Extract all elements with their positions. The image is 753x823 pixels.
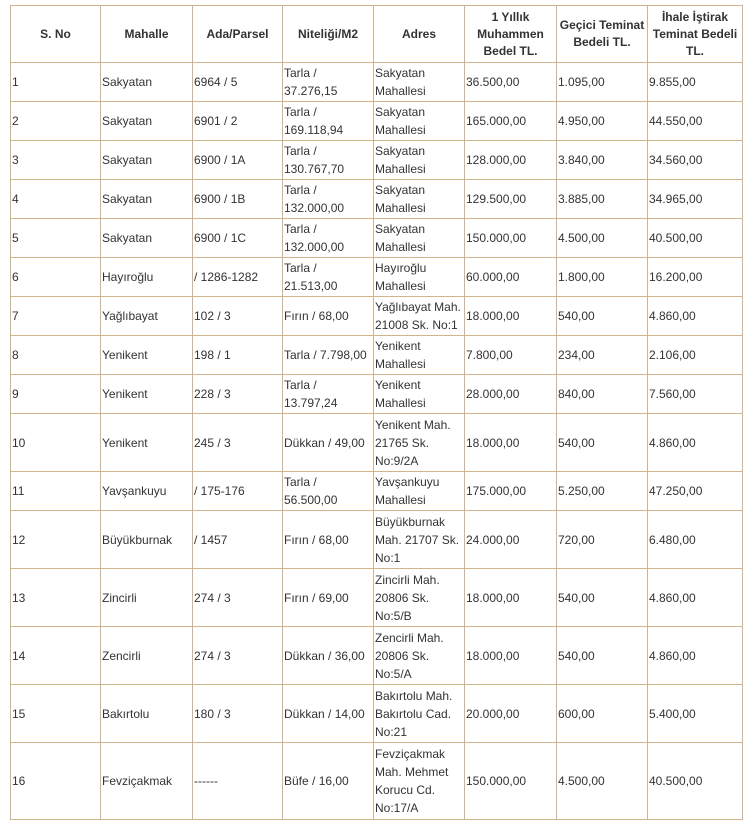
cell-muhammen-bedel: 18.000,00 (465, 569, 557, 627)
cell-istirak-teminat: 34.965,00 (648, 180, 743, 219)
table-row (11, 258, 743, 297)
cell-sno: 2 (11, 102, 101, 141)
cell-sno: 11 (11, 472, 101, 511)
cell-adres: Bakırtolu Mah. Bakırtolu Cad. No:21 (374, 685, 465, 743)
table-row (11, 375, 743, 414)
cell-ada-parsel: 6900 / 1C (193, 219, 283, 258)
cell-nitelik: Tarla / 7.798,00 (283, 336, 374, 375)
cell-istirak-teminat: 16.200,00 (648, 258, 743, 297)
header-ada-parsel: Ada/Parsel (193, 6, 283, 63)
cell-nitelik: Tarla / 169.118,94 (283, 102, 374, 141)
cell-mahalle: Yağlıbayat (101, 297, 193, 336)
cell-mahalle: Sakyatan (101, 102, 193, 141)
cell-mahalle: Zencirli (101, 627, 193, 685)
cell-gecici-teminat: 840,00 (557, 375, 648, 414)
cell-istirak-teminat: 40.500,00 (648, 219, 743, 258)
cell-istirak-teminat: 4.860,00 (648, 627, 743, 685)
cell-gecici-teminat: 3.885,00 (557, 180, 648, 219)
cell-sno: 1 (11, 63, 101, 102)
cell-ada-parsel: 6900 / 1A (193, 141, 283, 180)
cell-gecici-teminat: 4.950,00 (557, 102, 648, 141)
cell-mahalle: Sakyatan (101, 141, 193, 180)
cell-gecici-teminat: 5.250,00 (557, 472, 648, 511)
cell-mahalle: Bakırtolu (101, 685, 193, 743)
cell-nitelik: Dükkan / 14,00 (283, 685, 374, 743)
cell-nitelik: Tarla / 21.513,00 (283, 258, 374, 297)
cell-gecici-teminat: 600,00 (557, 685, 648, 743)
cell-nitelik: Tarla / 37.276,15 (283, 63, 374, 102)
header-nitelik: Niteliği/M2 (283, 6, 374, 63)
header-gecici-teminat: Geçici Teminat Bedeli TL. (557, 6, 648, 63)
cell-nitelik: Fırın / 68,00 (283, 297, 374, 336)
cell-muhammen-bedel: 7.800,00 (465, 336, 557, 375)
cell-sno: 5 (11, 219, 101, 258)
header-adres: Adres (374, 6, 465, 63)
cell-adres: Zincirli Mah. 20806 Sk. No:5/B (374, 569, 465, 627)
cell-muhammen-bedel: 20.000,00 (465, 685, 557, 743)
cell-gecici-teminat: 720,00 (557, 511, 648, 569)
cell-istirak-teminat: 47.250,00 (648, 472, 743, 511)
cell-mahalle: Hayıroğlu (101, 258, 193, 297)
cell-muhammen-bedel: 150.000,00 (465, 743, 557, 820)
cell-ada-parsel: / 1286-1282 (193, 258, 283, 297)
cell-ada-parsel: 6900 / 1B (193, 180, 283, 219)
cell-sno: 15 (11, 685, 101, 743)
cell-ada-parsel: / 175-176 (193, 472, 283, 511)
cell-sno: 16 (11, 743, 101, 820)
tender-table-container (10, 5, 743, 820)
tender-table (10, 5, 743, 820)
cell-adres: Sakyatan Mahallesi (374, 219, 465, 258)
header-sno: S. No (11, 6, 101, 63)
cell-muhammen-bedel: 24.000,00 (465, 511, 557, 569)
table-row (11, 569, 743, 627)
table-row (11, 511, 743, 569)
cell-gecici-teminat: 540,00 (557, 627, 648, 685)
cell-istirak-teminat: 44.550,00 (648, 102, 743, 141)
header-mahalle: Mahalle (101, 6, 193, 63)
cell-adres: Sakyatan Mahallesi (374, 102, 465, 141)
cell-mahalle: Sakyatan (101, 180, 193, 219)
cell-istirak-teminat: 40.500,00 (648, 743, 743, 820)
cell-istirak-teminat: 4.860,00 (648, 569, 743, 627)
table-row (11, 63, 743, 102)
cell-gecici-teminat: 3.840,00 (557, 141, 648, 180)
cell-muhammen-bedel: 60.000,00 (465, 258, 557, 297)
cell-gecici-teminat: 540,00 (557, 569, 648, 627)
table-header-row (11, 6, 743, 63)
cell-istirak-teminat: 5.400,00 (648, 685, 743, 743)
cell-gecici-teminat: 4.500,00 (557, 219, 648, 258)
table-row (11, 685, 743, 743)
cell-sno: 14 (11, 627, 101, 685)
cell-ada-parsel: 274 / 3 (193, 627, 283, 685)
cell-ada-parsel: 228 / 3 (193, 375, 283, 414)
cell-mahalle: Yenikent (101, 336, 193, 375)
header-muhammen-bedel: 1 Yıllık Muhammen Bedel TL. (465, 6, 557, 63)
cell-mahalle: Sakyatan (101, 219, 193, 258)
cell-nitelik: Tarla / 132.000,00 (283, 219, 374, 258)
cell-mahalle: Büyükburnak (101, 511, 193, 569)
cell-adres: Sakyatan Mahallesi (374, 63, 465, 102)
table-row (11, 472, 743, 511)
cell-sno: 13 (11, 569, 101, 627)
cell-sno: 7 (11, 297, 101, 336)
cell-muhammen-bedel: 150.000,00 (465, 219, 557, 258)
cell-ada-parsel: ------ (193, 743, 283, 820)
cell-muhammen-bedel: 175.000,00 (465, 472, 557, 511)
table-row (11, 336, 743, 375)
cell-nitelik: Fırın / 68,00 (283, 511, 374, 569)
cell-adres: Yenikent Mahallesi (374, 336, 465, 375)
cell-nitelik: Fırın / 69,00 (283, 569, 374, 627)
cell-ada-parsel: 180 / 3 (193, 685, 283, 743)
cell-gecici-teminat: 1.095,00 (557, 63, 648, 102)
cell-nitelik: Büfe / 16,00 (283, 743, 374, 820)
cell-muhammen-bedel: 36.500,00 (465, 63, 557, 102)
cell-mahalle: Yenikent (101, 375, 193, 414)
cell-adres: Yavşankuyu Mahallesi (374, 472, 465, 511)
cell-nitelik: Tarla / 132.000,00 (283, 180, 374, 219)
cell-istirak-teminat: 7.560,00 (648, 375, 743, 414)
cell-muhammen-bedel: 28.000,00 (465, 375, 557, 414)
cell-sno: 6 (11, 258, 101, 297)
cell-istirak-teminat: 6.480,00 (648, 511, 743, 569)
table-row (11, 297, 743, 336)
table-row (11, 141, 743, 180)
cell-adres: Zencirli Mah. 20806 Sk. No:5/A (374, 627, 465, 685)
cell-ada-parsel: 6964 / 5 (193, 63, 283, 102)
cell-mahalle: Fevziçakmak (101, 743, 193, 820)
cell-nitelik: Tarla / 130.767,70 (283, 141, 374, 180)
cell-mahalle: Zincirli (101, 569, 193, 627)
cell-ada-parsel: 102 / 3 (193, 297, 283, 336)
cell-mahalle: Yavşankuyu (101, 472, 193, 511)
cell-istirak-teminat: 34.560,00 (648, 141, 743, 180)
cell-adres: Sakyatan Mahallesi (374, 180, 465, 219)
cell-muhammen-bedel: 18.000,00 (465, 414, 557, 472)
cell-muhammen-bedel: 18.000,00 (465, 297, 557, 336)
table-row (11, 102, 743, 141)
cell-sno: 12 (11, 511, 101, 569)
cell-ada-parsel: / 1457 (193, 511, 283, 569)
table-row (11, 414, 743, 472)
cell-adres: Sakyatan Mahallesi (374, 141, 465, 180)
cell-mahalle: Sakyatan (101, 63, 193, 102)
cell-sno: 4 (11, 180, 101, 219)
cell-gecici-teminat: 540,00 (557, 297, 648, 336)
cell-istirak-teminat: 2.106,00 (648, 336, 743, 375)
cell-adres: Yenikent Mahallesi (374, 375, 465, 414)
cell-istirak-teminat: 9.855,00 (648, 63, 743, 102)
table-row (11, 219, 743, 258)
cell-sno: 9 (11, 375, 101, 414)
cell-muhammen-bedel: 129.500,00 (465, 180, 557, 219)
cell-istirak-teminat: 4.860,00 (648, 297, 743, 336)
cell-gecici-teminat: 4.500,00 (557, 743, 648, 820)
header-istirak-teminat: İhale İştirak Teminat Bedeli TL. (648, 6, 743, 63)
cell-nitelik: Tarla / 56.500,00 (283, 472, 374, 511)
cell-ada-parsel: 274 / 3 (193, 569, 283, 627)
cell-adres: Yağlıbayat Mah. 21008 Sk. No:1 (374, 297, 465, 336)
table-row (11, 180, 743, 219)
cell-adres: Büyükburnak Mah. 21707 Sk. No:1 (374, 511, 465, 569)
cell-adres: Yenikent Mah. 21765 Sk. No:9/2A (374, 414, 465, 472)
table-body (11, 63, 743, 820)
cell-gecici-teminat: 540,00 (557, 414, 648, 472)
cell-mahalle: Yenikent (101, 414, 193, 472)
table-row (11, 743, 743, 820)
cell-istirak-teminat: 4.860,00 (648, 414, 743, 472)
cell-gecici-teminat: 234,00 (557, 336, 648, 375)
cell-ada-parsel: 6901 / 2 (193, 102, 283, 141)
cell-muhammen-bedel: 165.000,00 (465, 102, 557, 141)
cell-nitelik: Dükkan / 49,00 (283, 414, 374, 472)
cell-sno: 10 (11, 414, 101, 472)
cell-muhammen-bedel: 18.000,00 (465, 627, 557, 685)
cell-ada-parsel: 198 / 1 (193, 336, 283, 375)
cell-nitelik: Dükkan / 36,00 (283, 627, 374, 685)
table-row (11, 627, 743, 685)
cell-ada-parsel: 245 / 3 (193, 414, 283, 472)
cell-gecici-teminat: 1.800,00 (557, 258, 648, 297)
cell-nitelik: Tarla / 13.797,24 (283, 375, 374, 414)
cell-adres: Fevziçakmak Mah. Mehmet Korucu Cd. No:17/A (374, 743, 465, 820)
cell-muhammen-bedel: 128.000,00 (465, 141, 557, 180)
cell-sno: 3 (11, 141, 101, 180)
cell-sno: 8 (11, 336, 101, 375)
cell-adres: Hayıroğlu Mahallesi (374, 258, 465, 297)
